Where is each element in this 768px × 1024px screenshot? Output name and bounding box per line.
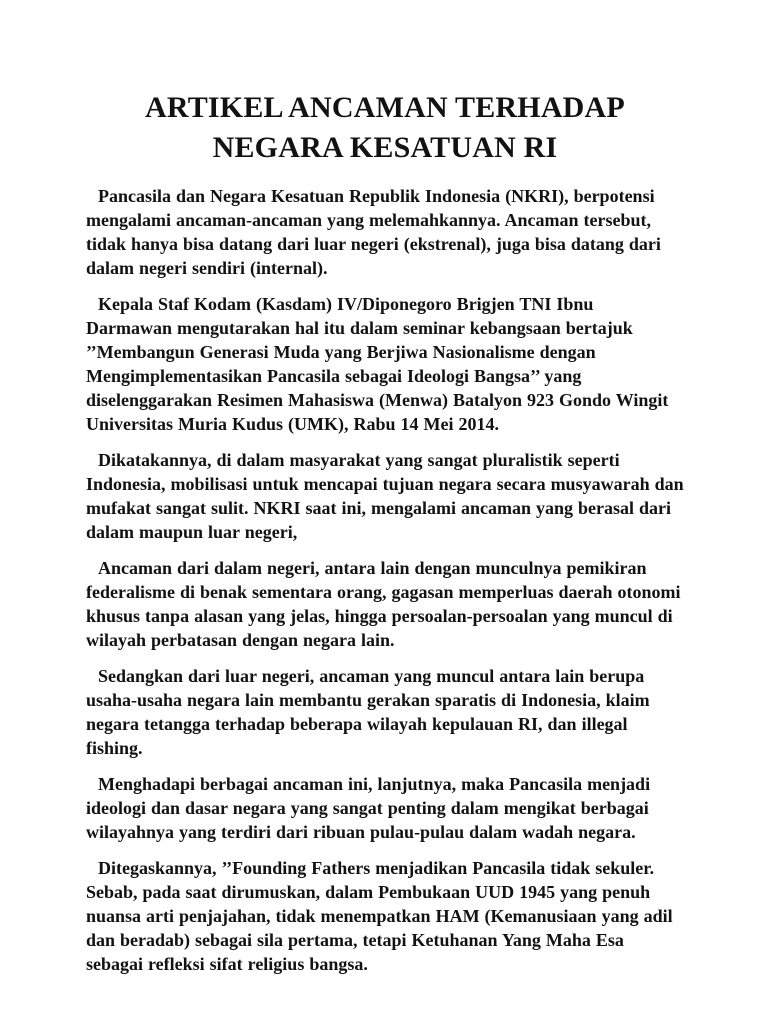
- article-paragraph-2: Kepala Staf Kodam (Kasdam) IV/Diponegoro Brigjen TNI Ibnu Darmawan mengutarakan hal itu dalam seminar kebangsaan bertajuk ’’Membangun Generasi Muda yang Berjiwa Nasionalisme dengan Mengimplementasikan Pancasila sebagai Ideologi Bangsa’’ yang diselenggarakan Resimen Mahasiswa (Menwa) Batalyon 923 Gondo Wingit Universitas Muria Kudus (UMK), Rabu 14 Mei 2014.: [86, 294, 669, 434]
- article-title-line1: ARTIKEL ANCAMAN TERHADAP: [145, 91, 625, 124]
- article-paragraph-1: Pancasila dan Negara Kesatuan Republik Indonesia (NKRI), berpotensi mengalami ancaman-ancaman yang melemahkannya. Ancaman tersebut, tidak hanya bisa datang dari luar negeri (ekstrenal), juga bisa datang dari dalam negeri sendiri (internal).: [86, 186, 661, 278]
- article-paragraph-7: Ditegaskannya, ’’Founding Fathers menjadikan Pancasila tidak sekuler. Sebab, pada saat dirumuskan, dalam Pembukaan UUD 1945 yang penuh nuansa arti penjajahan, tidak menempatkan HAM (Kemanusiaan yang adil dan beradab) sebagai sila pertama, tetapi Ketuhanan Yang Maha Esa sebagai refleksi sifat religius bangsa.: [86, 858, 673, 974]
- article-paragraph-6: Menghadapi berbagai ancaman ini, lanjutnya, maka Pancasila menjadi ideologi dan dasar negara yang sangat penting dalam mengikat berbagai wilayahnya yang terdiri dari ribuan pulau-pulau dalam wadah negara.: [86, 774, 651, 842]
- article-paragraph-4: Ancaman dari dalam negeri, antara lain dengan munculnya pemikiran federalisme di benak sementara orang, gagasan memperluas daerah otonomi khusus tanpa alasan yang jelas, hingga persoalan-persoalan yang muncul di wilayah perbatasan dengan negara lain.: [86, 558, 681, 650]
- article-paragraph-3: Dikatakannya, di dalam masyarakat yang sangat pluralistik seperti Indonesia, mobilisasi untuk mencapai tujuan negara secara musyawarah dan mufakat sangat sulit. NKRI saat ini, mengalami ancaman yang berasal dari dalam maupun luar negeri,: [86, 450, 684, 542]
- article-paragraph-5: Sedangkan dari luar negeri, ancaman yang muncul antara lain berupa usaha-usaha negara lain membantu gerakan sparatis di Indonesia, klaim negara tetangga terhadap beberapa wilayah kepulauan RI, dan illegal fishing.: [86, 666, 650, 758]
- article-title-line2: NEGARA KESATUAN RI: [212, 131, 558, 164]
- article-title: [86, 88, 684, 168]
